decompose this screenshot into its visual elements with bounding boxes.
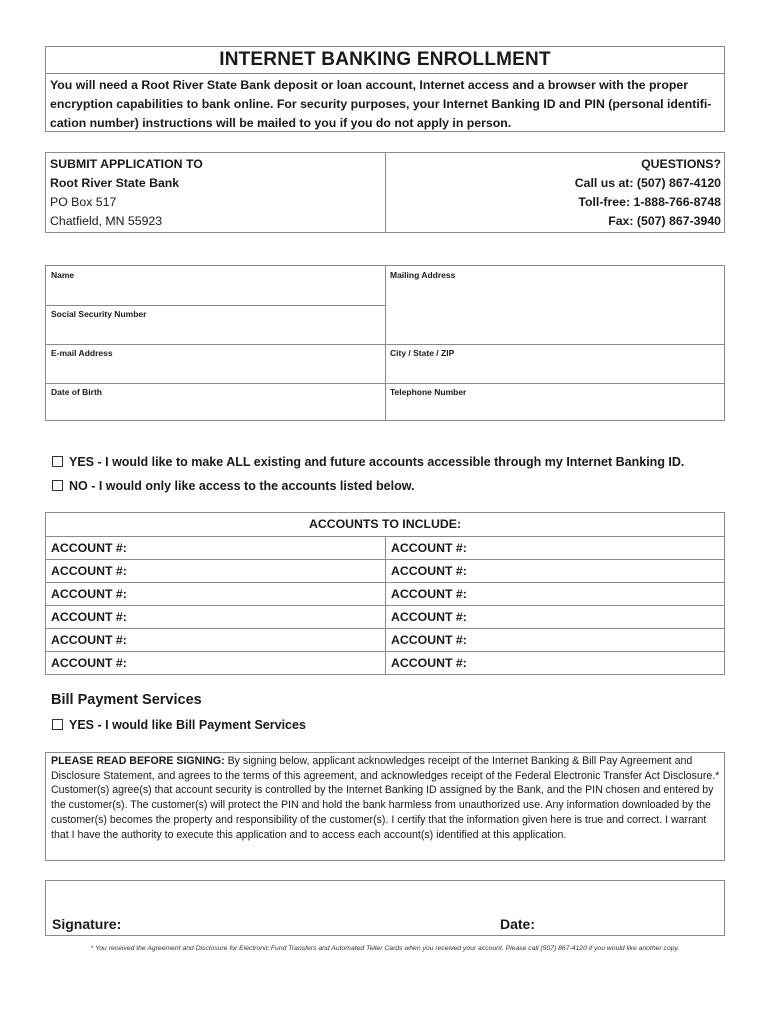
account-field[interactable]: ACCOUNT #: [51,587,127,601]
ssn-field[interactable] [46,305,386,345]
telephone-field[interactable] [385,383,724,421]
account-field[interactable]: ACCOUNT #: [385,560,724,583]
name-label: Name [51,270,75,280]
account-field[interactable]: ACCOUNT #: [51,541,127,555]
submit-application-block [50,155,203,231]
submit-heading: SUBMIT APPLICATION TO [50,157,203,171]
account-field[interactable]: ACCOUNT #: [385,583,724,606]
intro-text [50,76,721,133]
ssn-label: Social Security Number [51,309,147,319]
legal-body: By signing below, applicant acknowledges receipt of the Internet Banking & Bill Pay Agreement and Disclosure Statement, and agrees to the terms of this agreement, and acknowledges receipt of the Federal Electronic Transfer Act Disclosure.* Customer(s) agree(s) that account security is controlled by the Internet Banking ID assigned by the Bank, and the PIN chosen and entered by the customer(s). The customer(s) will protect the PIN and hold the bank harmless from unauthorized use. Any information downloaded by the customer(s) becomes the property and responsibility of the customer(s). I certify that the information given here is true and correct. I warrant that I have the authority to execute this application and to access each account(s) identified at this application. [51,755,720,841]
mailing-address-field[interactable] [385,266,724,345]
account-field[interactable]: ACCOUNT #: [51,633,127,647]
account-field[interactable]: ACCOUNT #: [385,652,724,675]
dob-label: Date of Birth [51,387,102,397]
bank-address-line1: PO Box 517 [50,195,117,209]
checkbox-icon[interactable] [52,480,63,491]
checkbox-icon[interactable] [52,719,63,730]
dob-field[interactable] [46,383,386,421]
accounts-heading: ACCOUNTS TO INCLUDE: [308,517,462,531]
bank-address-line2: Chatfield, MN 55923 [50,214,163,228]
bill-payment-heading: Bill Payment Services [51,692,202,708]
account-field[interactable]: ACCOUNT #: [385,537,724,560]
legal-lead: PLEASE READ BEFORE SIGNING: [51,755,225,767]
account-field[interactable]: ACCOUNT #: [51,564,127,578]
checkbox-icon[interactable] [52,456,63,467]
table-row [46,651,724,675]
email-label: E-mail Address [51,348,113,358]
intro-line: cation number) instructions will be mailed to you if you do not apply in person. [50,116,512,130]
accounts-table [45,512,725,675]
city-state-zip-field[interactable] [385,344,724,384]
read-before-signing-box [45,752,725,861]
city-state-zip-label: City / State / ZIP [390,348,455,358]
access-all-option[interactable] [52,455,684,469]
applicant-info-grid [45,265,725,421]
legal-text [51,754,720,842]
header-divider [46,73,724,74]
fax-number: Fax: (507) 867-3940 [608,214,721,228]
signature-label: Signature: [52,916,122,932]
page-title: INTERNET BANKING ENROLLMENT [219,49,551,70]
access-listed-option[interactable] [52,479,414,493]
column-divider [385,153,386,232]
account-field[interactable]: ACCOUNT #: [51,610,127,624]
bill-payment-label: YES - I would like Bill Payment Services [69,718,306,732]
bill-payment-option[interactable] [52,718,306,732]
enrollment-header-box [45,46,725,132]
table-row [46,628,724,652]
date-label: Date: [500,916,536,932]
bank-name: Root River State Bank [50,176,180,190]
questions-heading: QUESTIONS? [641,157,721,171]
table-row [46,559,724,583]
phone-tollfree: Toll-free: 1-888-766-8748 [578,195,721,209]
intro-line: encryption capabilities to bank online. For security purposes, your Internet Banking ID and PIN (personal identifi- [50,97,712,111]
questions-block [575,155,721,231]
email-field[interactable] [46,344,386,384]
access-all-label: YES - I would like to make ALL existing and future accounts accessible through my Internet Banking ID. [69,455,685,469]
account-field[interactable]: ACCOUNT #: [385,606,724,629]
table-row [46,605,724,629]
telephone-label: Telephone Number [390,387,467,397]
table-row [46,582,724,606]
account-field[interactable]: ACCOUNT #: [385,629,724,652]
table-row [46,536,724,560]
account-field[interactable]: ACCOUNT #: [51,656,127,670]
submit-questions-box [45,152,725,233]
phone-call: Call us at: (507) 867-4120 [574,176,721,190]
footnote: * You received the Agreement and Disclosure for Electronic Fund Transfers and Automated Teller Cards when you received your account. Please call (507) 867-4120 if you would like another copy. [90,945,680,952]
signature-box[interactable] [45,880,725,936]
intro-line: You will need a Root River State Bank deposit or loan account, Internet access and a browser with the proper [50,78,688,92]
name-field[interactable] [46,266,386,306]
mailing-address-label: Mailing Address [390,270,456,280]
access-listed-label: NO - I would only like access to the accounts listed below. [69,479,415,493]
